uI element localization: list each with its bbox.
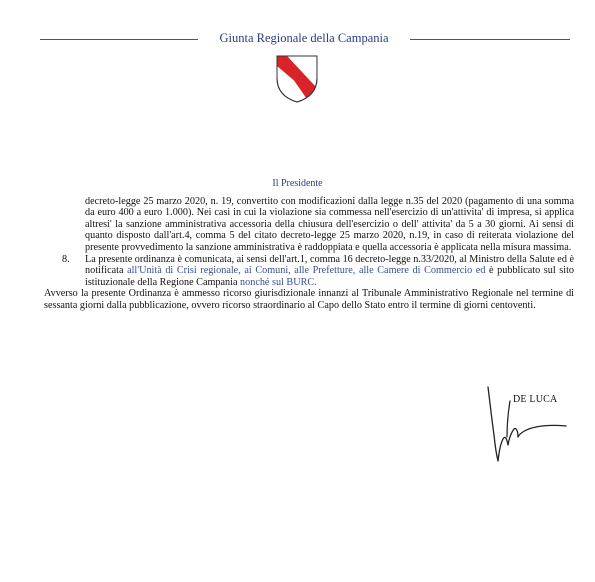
item8-text-c: è pubblicato sul sito istituzionale della Regione Campania (85, 265, 574, 288)
list-item-8 (44, 254, 574, 288)
campania-crest-icon (275, 54, 319, 104)
president-label: Il Presidente (272, 178, 323, 189)
ordinance-body (44, 196, 574, 311)
header-title: Giunta Regionale della Campania (219, 31, 389, 45)
header-rule-right (410, 39, 570, 40)
item8-text-b: all'Unità di Crisi regionale, ai Comuni, alle Prefetture, alle Camere di Commercio ed (127, 265, 490, 277)
continuation-paragraph: decreto-legge 25 marzo 2020, n. 19, convertito con modificazioni dalla legge n.35 del 2020 (pagamento di una somma da euro 400 a euro 1.000). Nei casi in cui la violazione sia commessa nell'esercizio di un'attivita' di impresa, si applica altresi' la sanzione amministrativa accessoria della chiusura dell'esercizio o dell' attivita' da 5 a 30 giorni. Ai sensi di quanto disposto dall'art.4, comma 5 del citato decreto-legge 25 marzo 2020, n.19, in caso di reiterata violazione del presente provvedimento la sanzione amministrativa è raddoppiata e quella accessoria è applicata nella misura massima. (85, 196, 574, 253)
item8-text-a: La presente ordinanza è comunicata, ai sensi dell'art.1, comma 16 decreto-legge n.33/2020, al Ministro della Salute ed è notificata (85, 254, 574, 277)
item8-text-d: nonché sul BURC. (240, 276, 317, 288)
list-item-text (85, 254, 574, 288)
signatory-name: DE LUCA (513, 394, 558, 405)
handwritten-signature (480, 383, 570, 468)
list-item-number: 8. (62, 254, 70, 266)
closing-paragraph: Avverso la presente Ordinanza è ammesso ricorso giurisdizionale innanzi al Tribunale Amministrativo Regionale nel termine di sessanta giorni dalla pubblicazione, ovvero ricorso straordinario al Capo dello Stato entro il termine di giorni centoventi. (44, 288, 574, 311)
header-rule-left (40, 39, 198, 40)
